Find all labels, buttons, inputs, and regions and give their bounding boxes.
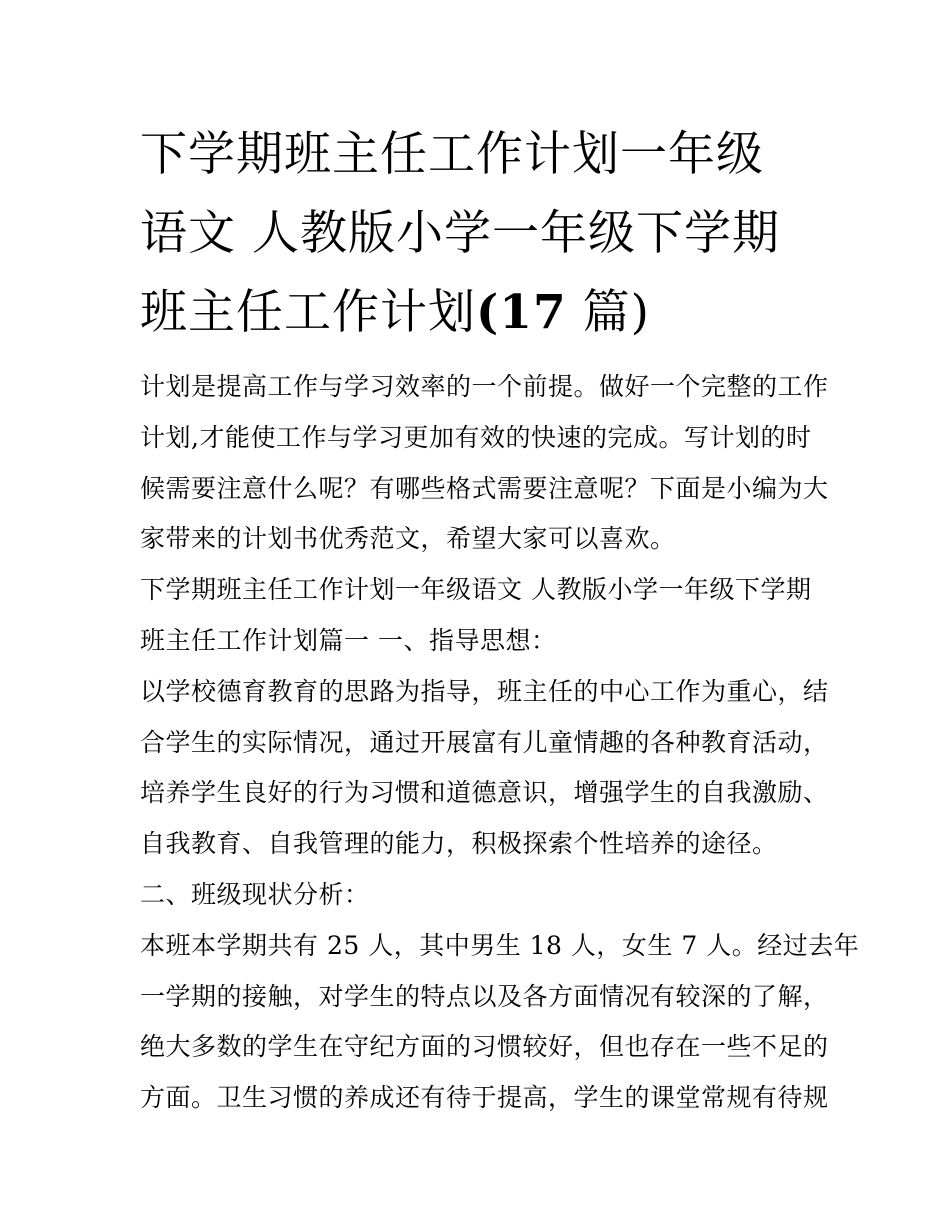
body-line-10: 自我教育、自我管理的能力，积极探索个性培养的途径。 xyxy=(140,829,778,859)
body-line-1: 计划是提高工作与学习效率的一个前提。做好一个完整的工作 xyxy=(140,372,829,401)
body-line-9: 培养学生良好的行为习惯和道德意识，增强学生的自我激励、 xyxy=(140,778,829,808)
document-page xyxy=(140,115,860,1124)
body-line-4: 家带来的计划书优秀范文，希望大家可以喜欢。 xyxy=(140,524,676,554)
body-line-15: 方面。卫生习惯的养成还有待于提高，学生的课堂常规有待规 xyxy=(140,1083,829,1113)
body-line-14: 绝大多数的学生在守纪方面的习惯较好，但也存在一些不足的 xyxy=(140,1032,829,1062)
body-line-6: 班主任工作计划篇一 一、指导思想： xyxy=(140,625,557,655)
body-line-3: 候需要注意什么呢？有哪些格式需要注意呢？下面是小编为大 xyxy=(140,473,829,503)
title-line-2: 语文 人教版小学一年级下学期 xyxy=(140,206,780,261)
document-title xyxy=(140,115,820,352)
body-line-8: 合学生的实际情况，通过开展富有儿童情趣的各种教育活动， xyxy=(140,727,829,757)
title-line-3: 班主任工作计划(17 篇) xyxy=(140,285,650,340)
title-line-1: 下学期班主任工作计划一年级 xyxy=(140,127,764,182)
body-line-12: 本班本学期共有 25 人，其中男生 18 人，女生 7 人。经过去年 xyxy=(140,930,860,960)
document-body xyxy=(140,362,860,1124)
body-line-2: 计划,才能使工作与学习更加有效的快速的完成。写计划的时 xyxy=(140,422,812,452)
body-line-5: 下学期班主任工作计划一年级语文 人教版小学一年级下学期 xyxy=(140,575,812,605)
body-line-13: 一学期的接触，对学生的特点以及各方面情况有较深的了解， xyxy=(140,981,829,1011)
body-line-7: 以学校德育教育的思路为指导，班主任的中心工作为重心，结 xyxy=(140,676,829,706)
body-line-11: 二、班级现状分析： xyxy=(140,879,370,909)
